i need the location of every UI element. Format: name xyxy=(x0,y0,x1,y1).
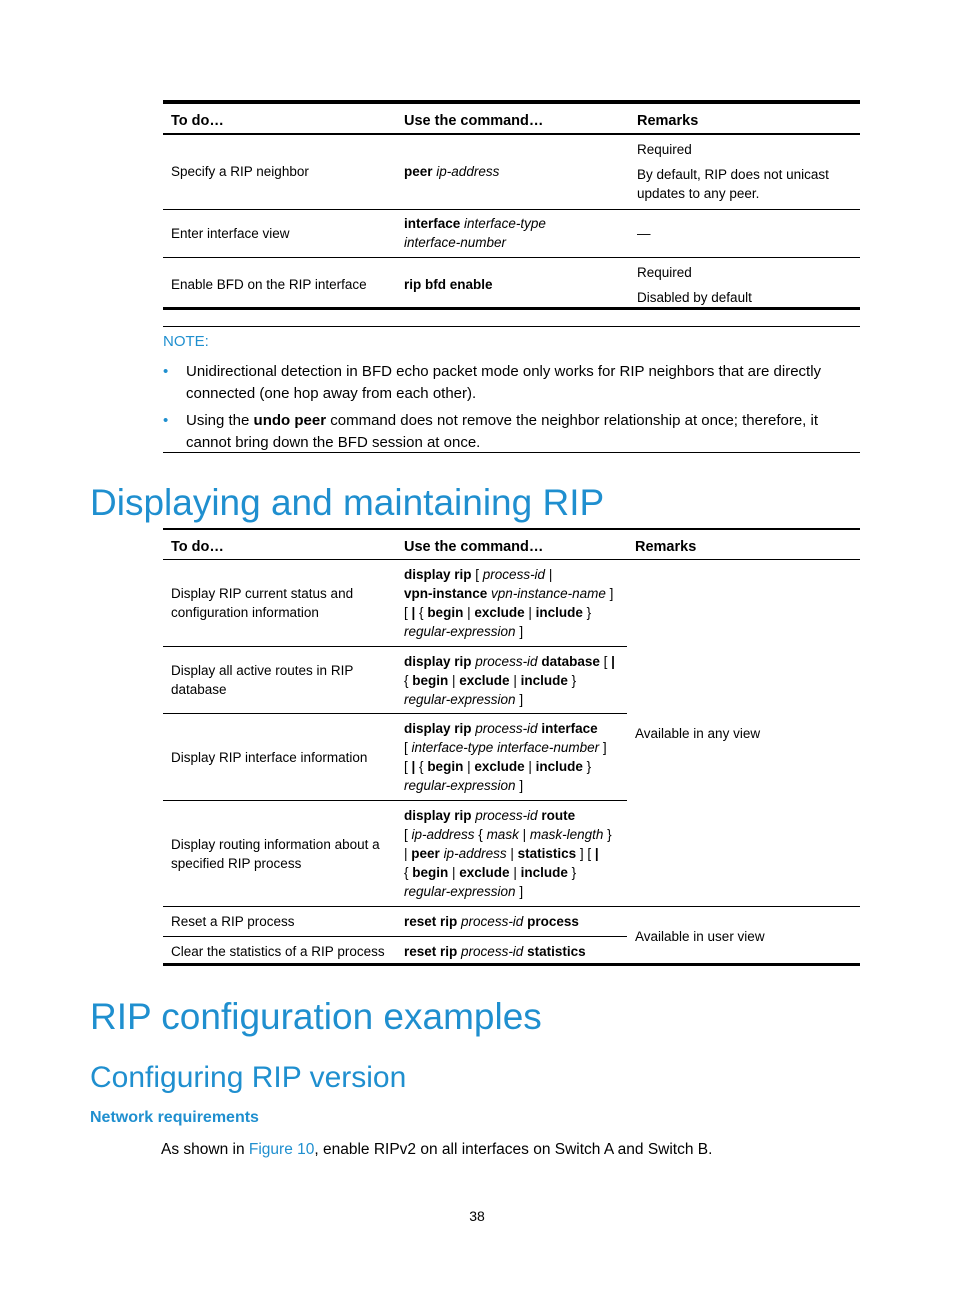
command-keyword: interface xyxy=(541,721,598,736)
paragraph-text: , enable RIPv2 on all interfaces on Switch A and Switch B. xyxy=(314,1141,713,1158)
table2-bottom-rule xyxy=(163,963,860,966)
table-header-row xyxy=(163,104,860,134)
todo-cell: Clear the statistics of a RIP process xyxy=(171,944,385,960)
command-keyword: statistics xyxy=(517,846,577,861)
command-cell: display rip process-id interface [ interface-type interface-number ] [ | { begin | exclude | include } regular-expression ] xyxy=(396,714,627,801)
command-keyword: exclude xyxy=(474,605,525,620)
subsection-heading: Configuring RIP version xyxy=(90,1061,407,1094)
command-keyword: display rip xyxy=(404,808,472,823)
section-heading: Displaying and maintaining RIP xyxy=(90,482,605,523)
todo-cell: Display RIP current status and configuration information xyxy=(163,560,396,647)
command-keyword: display rip xyxy=(404,653,472,669)
command-keyword: rip bfd enable xyxy=(404,277,493,293)
command-argument: process-id xyxy=(482,567,546,582)
table-row xyxy=(163,209,860,257)
table-row xyxy=(163,907,860,937)
command-cell xyxy=(396,907,627,937)
remark-line: Disabled by default xyxy=(637,289,752,305)
note-command: undo peer xyxy=(253,412,327,429)
command-keyword: display rip xyxy=(404,721,472,736)
command-table-2 xyxy=(163,530,860,967)
command-cell xyxy=(396,937,627,967)
todo-cell: Reset a RIP process xyxy=(163,907,396,937)
todo-cell: Display routing information about a specified RIP process xyxy=(163,801,396,907)
header-todo: To do… xyxy=(171,539,224,555)
command-cell: display rip [ process-id | vpn-instance vpn-instance-name ] [ | { begin | exclude | include } regular-expression ] xyxy=(396,560,627,647)
remarks-cell xyxy=(629,134,860,209)
command-cell: display rip process-id route [ ip-address { mask | mask-length } | peer ip-address | statistics ] [ | { begin | exclude | include } regular-expression ] xyxy=(396,801,627,907)
command-argument: interface-type xyxy=(464,216,546,231)
command-keyword: process xyxy=(527,914,579,929)
command-keyword: exclude xyxy=(474,759,525,774)
command-keyword: display rip xyxy=(404,567,472,582)
command-keyword: peer xyxy=(404,164,433,180)
note-top-rule xyxy=(163,326,860,327)
command-cell xyxy=(396,209,629,257)
command-keyword: begin xyxy=(412,672,449,688)
command-keyword: reset rip xyxy=(404,944,458,960)
command-keyword: route xyxy=(541,808,576,823)
command-keyword: reset rip xyxy=(404,914,458,929)
command-argument: regular-expression xyxy=(404,778,516,793)
command-argument: mask-length xyxy=(529,827,604,842)
command-argument: regular-expression xyxy=(404,884,516,899)
command-argument: mask xyxy=(486,827,519,842)
command-argument: ip-address xyxy=(443,846,507,861)
command-argument: regular-expression xyxy=(404,691,516,707)
command-argument: process-id xyxy=(475,653,538,669)
table-row xyxy=(163,257,860,312)
table-row xyxy=(163,560,860,647)
command-keyword: include xyxy=(535,759,583,774)
note-text: command does not remove the neighbor relationship at once; therefore, it cannot bring down the BFD session at once. xyxy=(186,412,819,451)
bullet-icon: • xyxy=(163,412,169,429)
command-keyword: vpn-instance xyxy=(404,586,488,601)
command-cell xyxy=(396,257,629,312)
command-keyword: database xyxy=(541,653,600,669)
command-argument: process-id xyxy=(461,944,524,960)
command-keyword: begin xyxy=(427,759,464,774)
todo-cell: Specify a RIP neighbor xyxy=(171,164,309,180)
remarks-cell: — xyxy=(637,225,651,241)
remark-line: Required xyxy=(637,142,692,158)
list-item xyxy=(163,361,860,405)
figure-link[interactable]: Figure 10 xyxy=(248,1141,315,1158)
command-keyword: statistics xyxy=(527,944,586,960)
header-remarks: Remarks xyxy=(637,113,699,129)
header-command: Use the command… xyxy=(404,113,544,129)
note-text: Using the xyxy=(186,412,254,429)
remark-line: By default, RIP does not unicast updates to any peer. xyxy=(637,167,829,202)
remarks-cell xyxy=(629,257,860,312)
remark-line: Required xyxy=(637,264,692,280)
subsubsection-heading: Network requirements xyxy=(90,1109,259,1126)
command-argument: interface-number xyxy=(497,740,600,755)
command-cell xyxy=(396,134,629,209)
command-keyword: begin xyxy=(427,605,464,620)
command-keyword: interface xyxy=(404,216,461,231)
todo-cell: Display RIP interface information xyxy=(163,714,396,801)
todo-cell: Display all active routes in RIP database xyxy=(163,647,396,714)
todo-cell: Enter interface view xyxy=(171,225,290,241)
page-number: 38 xyxy=(469,1208,485,1224)
command-argument: interface-number xyxy=(404,235,507,250)
command-keyword: peer xyxy=(411,846,440,861)
section-heading: RIP configuration examples xyxy=(90,996,542,1037)
command-keyword: include xyxy=(535,605,583,620)
bullet-icon: • xyxy=(163,363,169,380)
header-todo: To do… xyxy=(171,113,224,129)
table1-bottom-rule xyxy=(163,307,860,310)
remarks-cell: Available in any view xyxy=(627,560,860,907)
note-list xyxy=(163,361,860,454)
remarks-cell: Available in user view xyxy=(635,929,765,945)
command-argument: interface-type xyxy=(411,740,494,755)
command-argument: process-id xyxy=(475,721,538,736)
command-keyword: include xyxy=(520,865,568,880)
command-argument: process-id xyxy=(461,914,524,929)
command-argument: vpn-instance-name xyxy=(491,586,606,601)
list-item xyxy=(163,410,860,454)
command-argument: ip-address xyxy=(411,827,475,842)
note-text: Unidirectional detection in BFD echo packet mode only works for RIP neighbors that are directly connected (one hop away from each other). xyxy=(186,363,822,402)
body-paragraph xyxy=(161,1141,712,1159)
header-command: Use the command… xyxy=(404,539,544,555)
command-keyword: exclude xyxy=(459,865,510,880)
todo-cell: Enable BFD on the RIP interface xyxy=(171,277,367,293)
command-argument: ip-address xyxy=(436,164,500,180)
command-argument: regular-expression xyxy=(404,624,516,639)
command-argument: process-id xyxy=(475,808,538,823)
command-keyword: include xyxy=(520,672,568,688)
command-keyword: exclude xyxy=(459,672,510,688)
command-keyword: begin xyxy=(412,865,449,880)
note-label: NOTE: xyxy=(163,333,209,350)
paragraph-text: As shown in xyxy=(161,1141,249,1158)
command-table-1 xyxy=(163,104,860,312)
command-cell: display rip process-id database [ | { begin | exclude | include } regular-expression ] xyxy=(396,647,627,714)
table-row xyxy=(163,134,860,209)
note-bottom-rule xyxy=(163,452,860,453)
table-header-row xyxy=(163,530,860,560)
header-remarks: Remarks xyxy=(635,539,697,555)
